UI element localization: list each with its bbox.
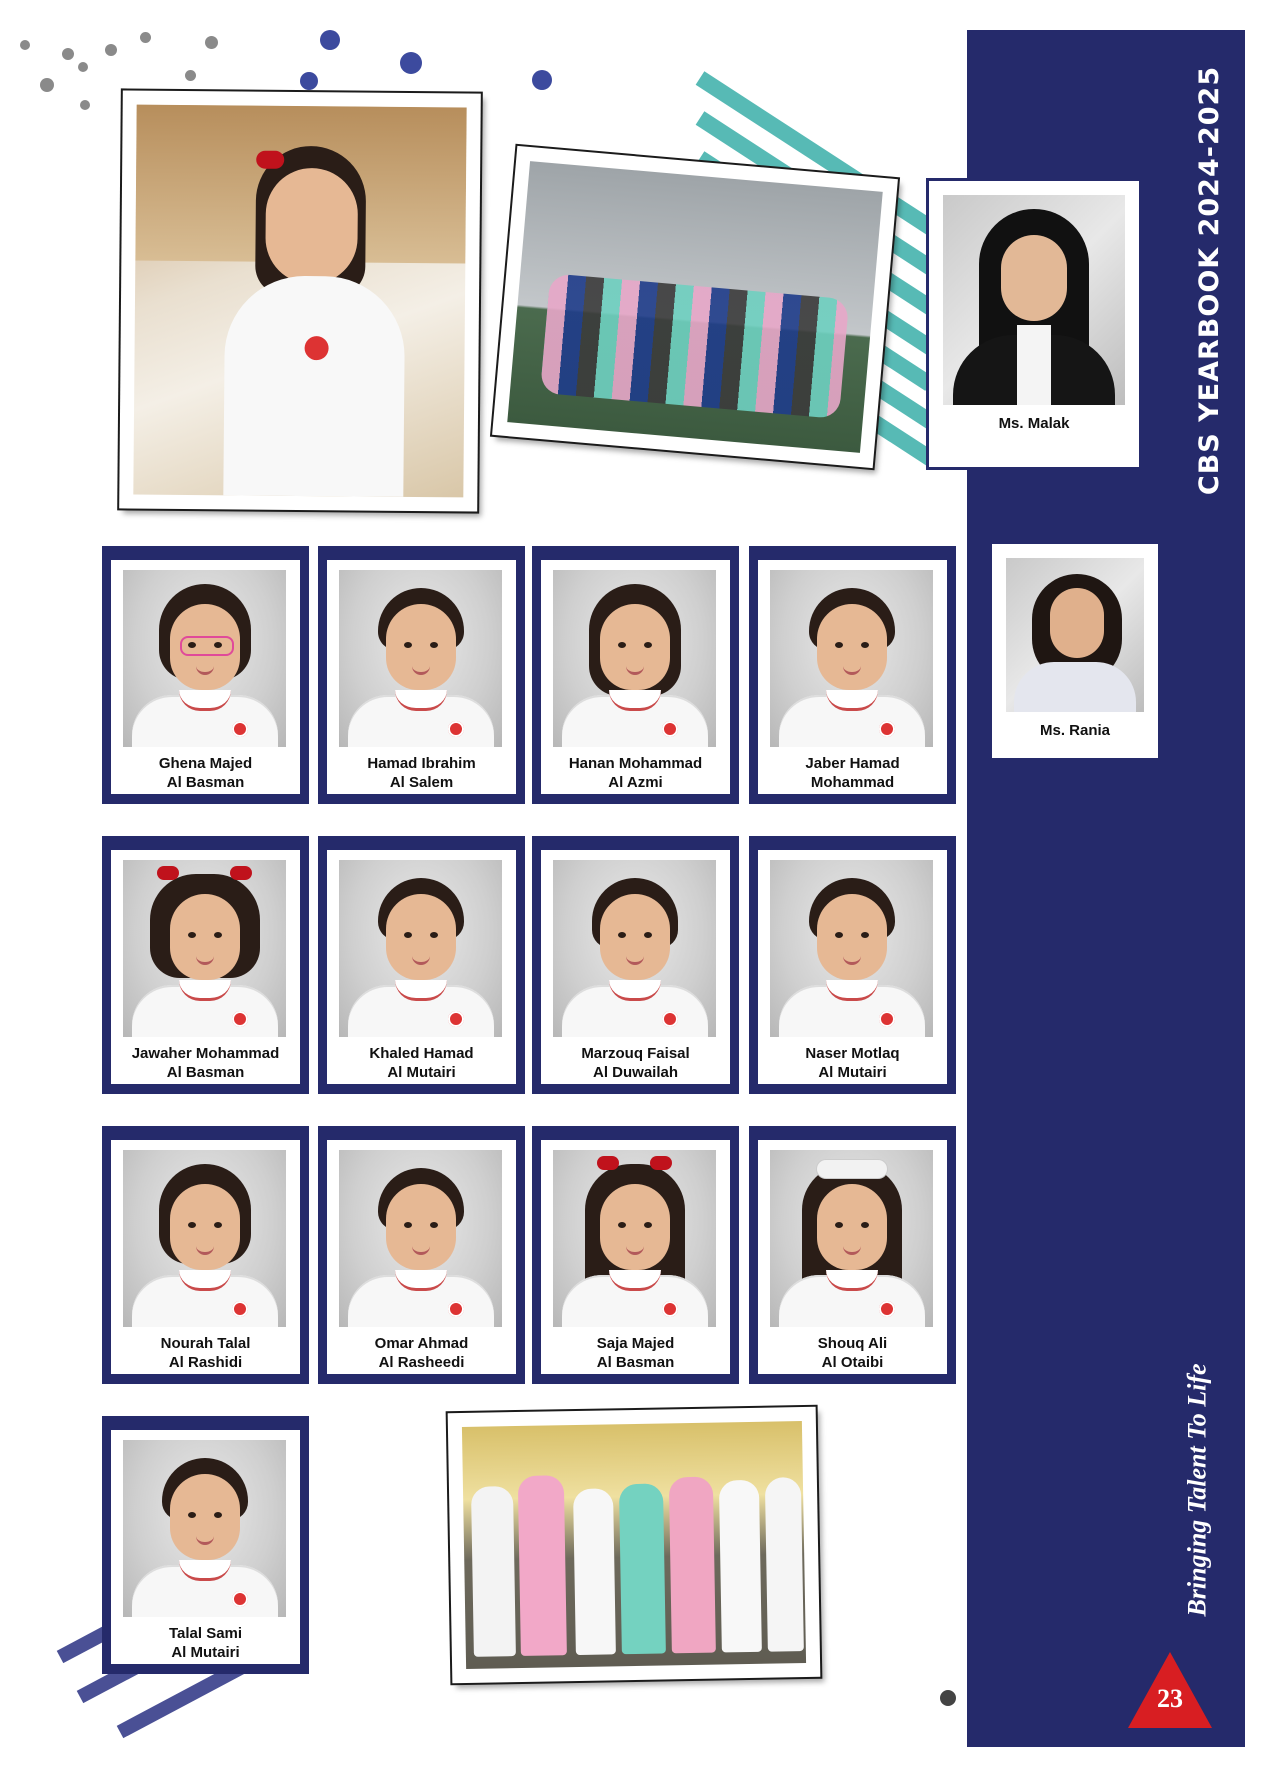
student-name: Shouq Ali Al Otaibi [817,1335,888,1371]
student-card [749,546,956,804]
teacher-portrait [1006,558,1144,712]
student-name: Hamad Ibrahim Al Salem [367,755,476,791]
doctors-group-photo [448,1407,821,1683]
student-name: Khaled Hamad Al Mutairi [369,1045,474,1081]
teacher-card [929,181,1139,467]
teacher-portrait [943,195,1125,405]
student-name: Naser Motlaq Al Mutairi [805,1045,900,1081]
student-portrait [339,1150,502,1327]
teacher-name: Ms. Rania [1039,722,1111,739]
yearbook-title: CBS YEARBOOK 2024-2025 [1194,65,1226,495]
student-portrait [553,1150,716,1327]
student-card [102,1416,309,1674]
student-portrait [123,1440,286,1617]
student-card [532,546,739,804]
student-card [102,546,309,804]
teacher-card [992,544,1158,758]
student-name: Ghena Majed Al Basman [158,755,253,791]
student-card [318,546,525,804]
student-card [102,1126,309,1384]
student-name: Jawaher Mohammad Al Basman [131,1045,280,1081]
student-card [749,836,956,1094]
career-day-photo [492,146,898,468]
student-portrait [553,860,716,1037]
student-portrait [123,570,286,747]
student-card [532,1126,739,1384]
student-name: Marzouq Faisal Al Duwailah [581,1045,690,1081]
classroom-photo [119,90,481,511]
page-number: 23 [1157,1684,1183,1713]
student-portrait [770,1150,933,1327]
student-card [749,1126,956,1384]
student-portrait [339,860,502,1037]
student-name: Saja Majed Al Basman [596,1335,675,1371]
student-portrait [123,860,286,1037]
student-card [318,1126,525,1384]
student-name: Hanan Mohammad Al Azmi [568,755,703,791]
student-card [318,836,525,1094]
student-portrait [770,860,933,1037]
student-name: Omar Ahmad Al Rasheedi [374,1335,469,1371]
student-portrait [770,570,933,747]
student-name: Talal Sami Al Mutairi [168,1625,243,1661]
student-portrait [123,1150,286,1327]
tagline: Bringing Talent To Life [1183,1363,1213,1617]
teacher-name: Ms. Malak [998,415,1070,432]
student-card [102,836,309,1094]
student-name: Nourah Talal Al Rashidi [160,1335,251,1371]
student-card [532,836,739,1094]
student-portrait [553,570,716,747]
student-name: Jaber Hamad Mohammad [805,755,900,791]
student-portrait [339,570,502,747]
